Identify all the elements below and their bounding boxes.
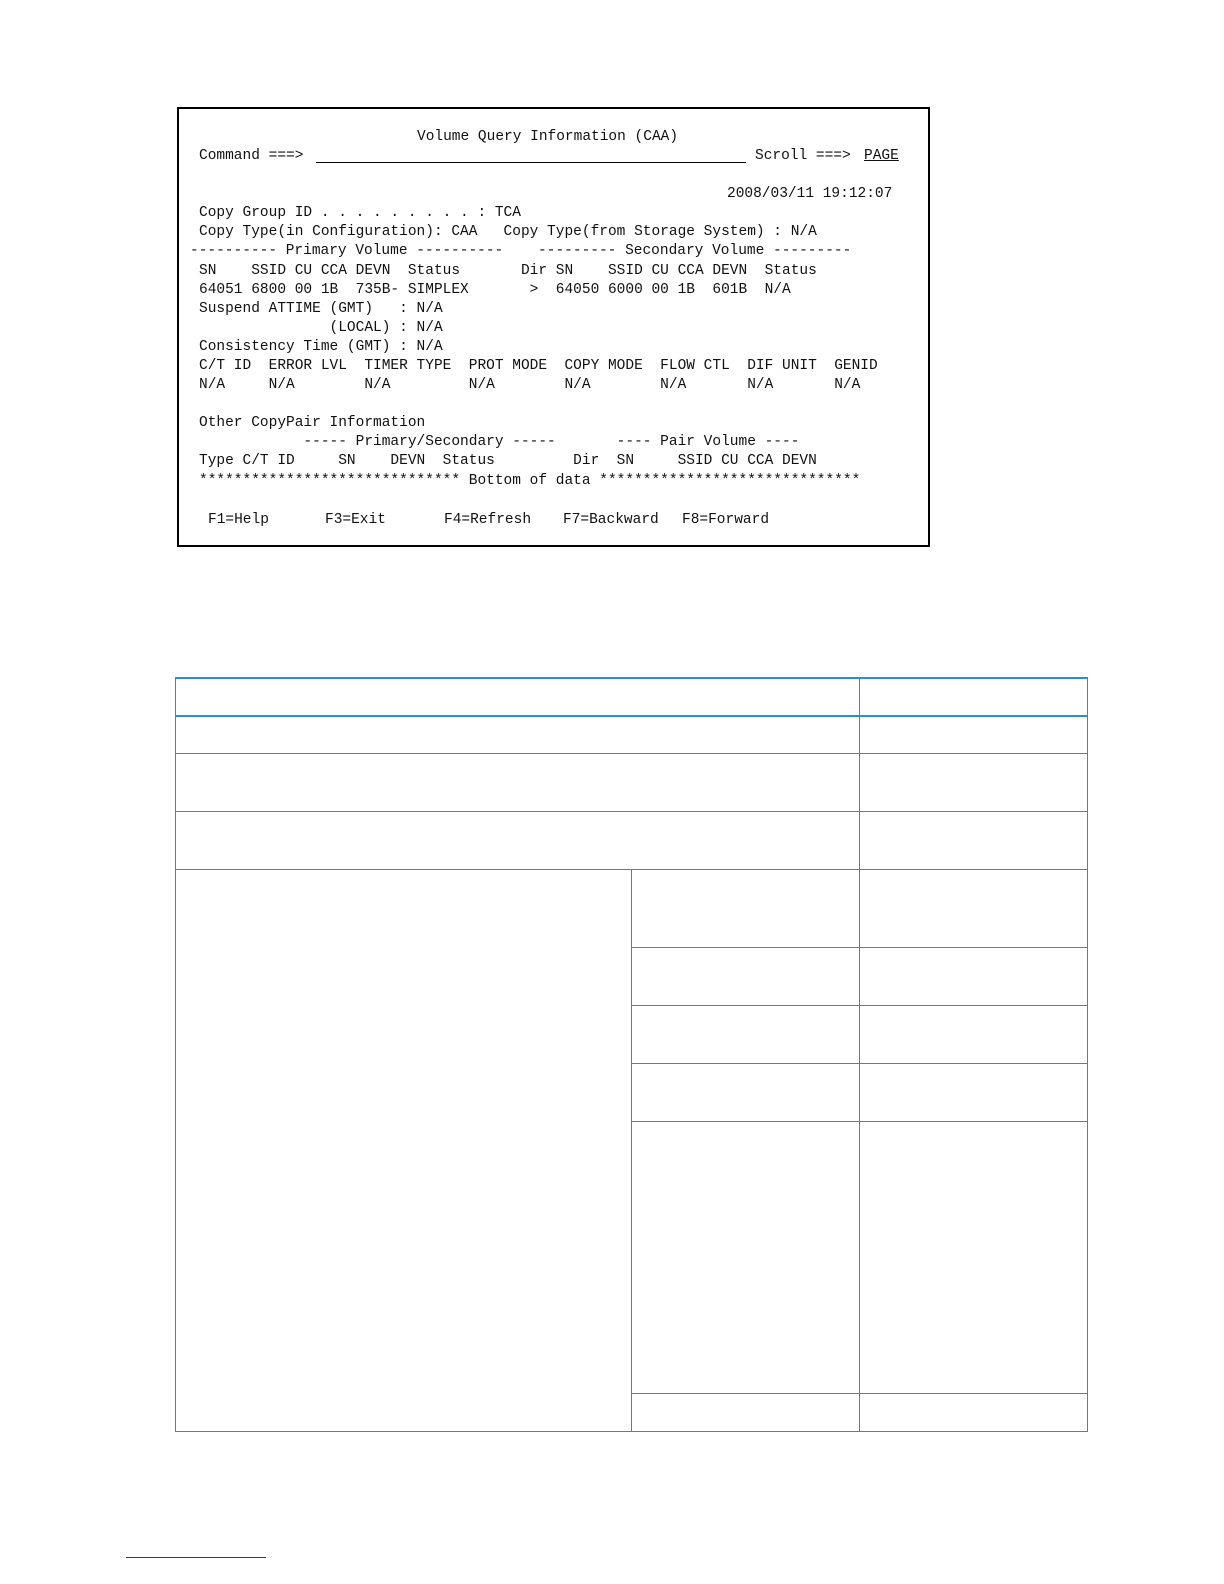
consistency-line: Consistency Time (GMT) : N/A (199, 339, 443, 355)
table-cell (632, 1121, 860, 1393)
other-groups-line: ----- Primary/Secondary ----- ---- Pair Volume ---- (199, 434, 800, 450)
field-description-table (175, 677, 1088, 1432)
scroll-value-field[interactable]: PAGE (864, 148, 899, 164)
volume-query-screen (177, 107, 930, 547)
table-row (176, 716, 1088, 753)
f3-exit-key[interactable]: F3=Exit (325, 512, 386, 528)
other-copypair-title: Other CopyPair Information (199, 415, 426, 431)
table-header-cell (176, 678, 860, 716)
pair-header-line: SN SSID CU CCA DEVN Status Dir SN SSID CU CCA DEVN Status (199, 263, 817, 279)
table-cell (176, 716, 860, 753)
table-header-row (176, 678, 1088, 716)
table-cell (176, 753, 860, 811)
volume-headers-line: ---------- Primary Volume ---------- --------- Secondary Volume --------- (190, 243, 852, 259)
scroll-label: Scroll ===> (755, 148, 851, 164)
table-cell (632, 1393, 860, 1431)
copy-group-line: Copy Group ID . . . . . . . . . : TCA (199, 205, 521, 221)
other-header-line: Type C/T ID SN DEVN Status Dir SN SSID CU CCA DEVN (199, 453, 817, 469)
table-row (176, 753, 1088, 811)
table-header-cell (860, 678, 1088, 716)
table-cell (860, 716, 1088, 753)
ct-values-line: N/A N/A N/A N/A N/A N/A N/A N/A (199, 377, 861, 393)
table-cell (860, 1063, 1088, 1121)
suspend-local-line: (LOCAL) : N/A (199, 320, 443, 336)
table-cell (176, 811, 860, 869)
ct-header-line: C/T ID ERROR LVL TIMER TYPE PROT MODE COPY MODE FLOW CTL DIF UNIT GENID (199, 358, 878, 374)
table-cell (632, 869, 860, 947)
f1-help-key[interactable]: F1=Help (208, 512, 269, 528)
f8-forward-key[interactable]: F8=Forward (682, 512, 770, 528)
table-cell (860, 1121, 1088, 1393)
table-cell (860, 1393, 1088, 1431)
copy-type-line: Copy Type(in Configuration): CAA Copy Type(from Storage System) : N/A (199, 224, 817, 240)
table-cell (860, 869, 1088, 947)
table-row (176, 869, 1088, 947)
command-label: Command ===> (199, 148, 304, 164)
table-cell (860, 1005, 1088, 1063)
datetime: 2008/03/11 19:12:07 (727, 186, 893, 202)
table-group-cell (176, 869, 632, 1431)
table-cell (632, 1063, 860, 1121)
table-cell (860, 811, 1088, 869)
command-input[interactable] (316, 162, 746, 163)
f7-backward-key[interactable]: F7=Backward (563, 512, 659, 528)
pair-values-line: 64051 6800 00 1B 735B- SIMPLEX > 64050 6000 00 1B 601B N/A (199, 282, 791, 298)
f4-refresh-key[interactable]: F4=Refresh (444, 512, 532, 528)
table-row (176, 811, 1088, 869)
screen-title: Volume Query Information (CAA) (417, 129, 679, 145)
table-cell (860, 753, 1088, 811)
suspend-gmt-line: Suspend ATTIME (GMT) : N/A (199, 301, 443, 317)
footer-link-underline[interactable] (126, 1557, 266, 1558)
bottom-of-data-line: ****************************** Bottom of data ****************************** (199, 473, 861, 489)
table-cell (632, 1005, 860, 1063)
table-cell (632, 947, 860, 1005)
table-cell (860, 947, 1088, 1005)
